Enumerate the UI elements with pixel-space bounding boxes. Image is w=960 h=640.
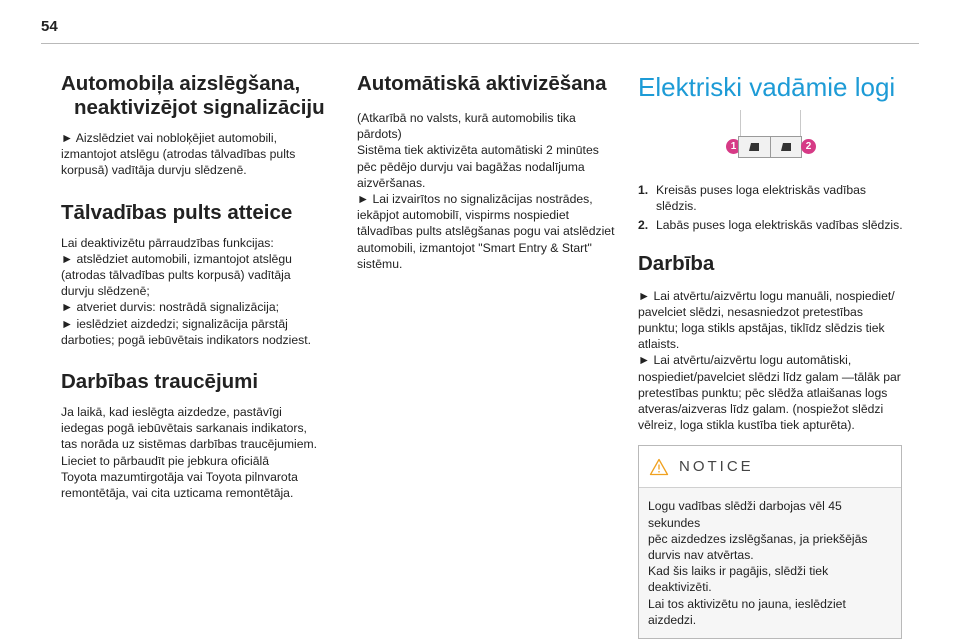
figure-guide-line <box>740 110 741 136</box>
section-body-malfunctions: Ja laikā, kad ieslēgta aizdedze, pastāvīgi iedegas pogā iebūvētais sarkanais indikators, tas norāda uz sistēmas darbības traucējumiem. Lieciet to pārbaudīt pie jebkura oficiālā Toyota mazumtirgotāja vai Toyota pilnvarota remontētāja, vai cita uzticama remontētāja. <box>61 405 318 501</box>
right-window-switch <box>771 137 802 157</box>
list-item <box>638 217 904 233</box>
list-item-number: 2. <box>638 218 649 233</box>
section-title-locking-line2: neaktivizējot signalizāciju <box>74 96 325 119</box>
window-switch-icon <box>747 142 761 152</box>
column-left <box>61 72 331 523</box>
page-number: 54 <box>41 18 58 35</box>
left-window-switch <box>739 137 771 157</box>
section-body-locking: ► Aizslēdziet vai nobloķējiet automobili, izmantojot atslēgu (atrodas tālvadības pults korpusā) vadītāja durvju slēdzenē. <box>61 131 296 178</box>
section-title-malfunctions: Darbības traucējumi <box>61 370 259 394</box>
list-item-text: Kreisās puses loga elektriskās vadības slēdzis. <box>656 183 867 214</box>
section-title-operation: Darbība <box>638 251 715 275</box>
notice-text: Logu vadības slēdži darbojas vēl 45 sekundes pēc aizdedzes izslēgšanas, ja priekšējās durvis nav atvērtas. Kad šis laiks ir pagājis, slēdži tiek deaktivizēti. Lai tos aktivizētu no jauna, ieslēdziet aizdedzi. <box>648 499 868 627</box>
column-middle <box>357 72 627 272</box>
window-switch-figure <box>638 110 904 172</box>
section-title-locking-line1: Automobiļa aizslēgšana, <box>61 72 301 95</box>
callout-badge-1: 1 <box>726 139 741 154</box>
figure-guide-line <box>800 110 801 136</box>
window-switch-icon <box>779 142 793 152</box>
section-title-locking <box>61 72 331 120</box>
notice-header <box>639 446 901 488</box>
notice-title: NOTICE <box>679 458 754 476</box>
top-divider <box>41 43 919 44</box>
list-item-number: 1. <box>638 183 649 197</box>
warning-triangle-icon <box>649 458 669 476</box>
section-body-auto-activation: (Atkarībā no valsts, kurā automobilis tika pārdots) Sistēma tiek aktivizēta automātiski 2 minūtes pēc pēdējo durvju vai bagāžas nodalījuma aizvēršanas. ► Lai izvairītos no signalizācijas nostrādes, iekāpjot automobilī, vispirms nospiediet tālvadības pults atslēgšanas pogu vai atslēdziet automobili, izmantojot "Smart Entry & Start" sistēmu. <box>357 111 615 271</box>
column-right <box>638 72 904 639</box>
list-item <box>638 182 904 214</box>
window-switch-panel <box>738 136 802 158</box>
section-title-auto-activation: Automātiskā aktivizēšana <box>357 72 607 95</box>
notice-box <box>638 445 902 639</box>
section-title-remote-failure: Tālvadības pults atteice <box>61 200 293 224</box>
callout-badge-2: 2 <box>801 139 816 154</box>
list-item-text: Labās puses loga elektriskās vadības slēdzis. <box>656 218 903 233</box>
chapter-title-power-windows: Elektriski vadāmie logi <box>638 72 896 102</box>
section-body-operation: ► Lai atvērtu/aizvērtu logu manuāli, nospiediet/ pavelciet slēdzi, nesasniedzot pretestības punktu; loga stikls apstājas, tiklīdz slēdzis tiek atlaists. ► Lai atvērtu/aizvērtu logu automātiski, nospiediet/pavelciet slēdzi līdz galam —tālāk par pretestības punktu; pēc slēdža atlaišanas logs atveras/aizveras līdz galam. (nospiežot slēdzi vēlreiz, loga stikla kustība tiek apturēta). <box>638 288 901 433</box>
switch-legend-list <box>638 182 904 234</box>
section-body-remote-failure: Lai deaktivizētu pārraudzības funkcijas: ► atslēdziet automobili, izmantojot atslēgu (atrodas tālvadības pults korpusā) vadītāja durvju slēdzenē; ► atveriet durvis: nostrādā signalizācija; ► ieslēdziet aizdedzi; signalizācija pārstāj darboties; pogā iebūvētais indikators nodziest. <box>61 235 311 347</box>
notice-body <box>639 488 901 638</box>
